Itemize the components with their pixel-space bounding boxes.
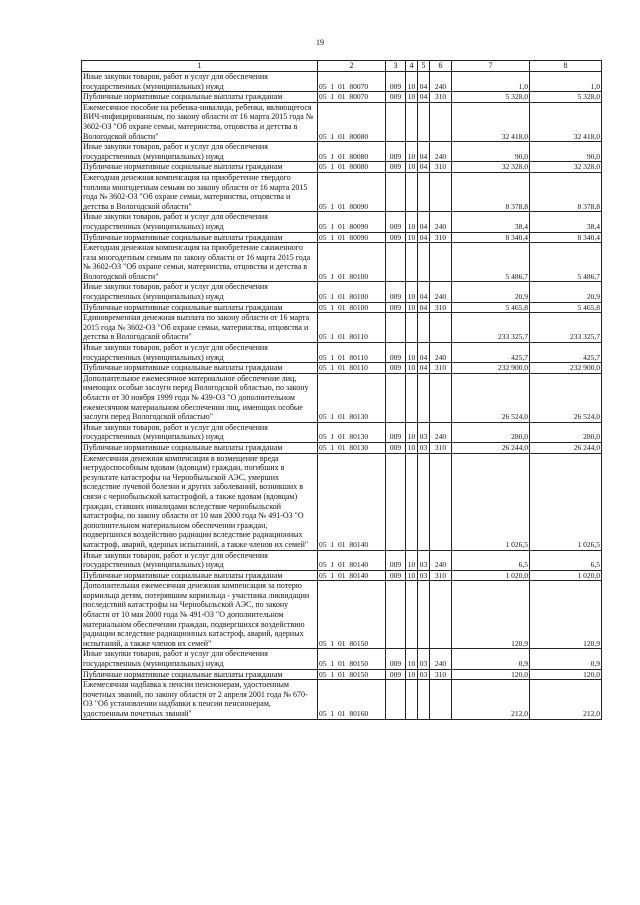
- expense-type-code: 240: [430, 550, 452, 570]
- subsection-code: 04: [418, 282, 430, 302]
- table-row: [82, 649, 602, 669]
- section-code: 10: [406, 282, 418, 302]
- expense-type-code: 240: [430, 343, 452, 363]
- subsection-code: 04: [418, 162, 430, 173]
- section-code: 10: [406, 162, 418, 173]
- section-code: 10: [406, 649, 418, 669]
- budget-line-name: Ежегодная денежная компенсация на приобретение твердого топлива многодетным семьям по закону области от 16 марта 2015 года № 3602-ОЗ "Об охране семьи, материнства, отцовства и детства в Вологодской области": [82, 172, 318, 211]
- column-header: 6: [430, 61, 452, 72]
- budget-line-name: Ежемесячная денежная компенсация в возмещение вреда нетрудоспособным вдовам (вдовцам) граждан, погибших в результате катастрофы на Чернобыльской АЭС, умерших вследствие лучевой болезни и других заболеваний, возникших в связи с чернобыльской катастрофой, а также вдовам (вдовцам) граждан, ставших инвалидами вследствие чернобыльской катастрофы, по закону области от 10 мая 2000 года № 491-ОЗ "О дополнительном материальном обеспечении граждан, подвергшихся воздействию радиации вследствие радиационных катастроф, аварий, ядерных испытаний, а также членов их семей": [82, 453, 318, 550]
- amount-approved: 38,4: [530, 212, 602, 232]
- amount-approved: 5 328,0: [530, 92, 602, 103]
- section-code: [406, 581, 418, 649]
- target-article-code: 05 1 01 80070: [318, 72, 386, 92]
- amount-approved: 5 486,7: [530, 243, 602, 282]
- budget-line-name: Публичные нормативные социальные выплаты гражданам: [82, 570, 318, 581]
- amount-approved: 280,0: [530, 422, 602, 442]
- ministry-code: [386, 581, 406, 649]
- expense-type-code: 240: [430, 212, 452, 232]
- section-code: [406, 172, 418, 211]
- budget-line-name: Иные закупки товаров, работ и услуг для обеспечения государственных (муниципальных) нужд: [82, 282, 318, 302]
- subsection-code: [418, 172, 430, 211]
- section-code: 10: [406, 72, 418, 92]
- table-row: [82, 172, 602, 211]
- target-article-code: 05 1 01 80080: [318, 102, 386, 141]
- budget-line-name: Публичные нормативные социальные выплаты гражданам: [82, 92, 318, 103]
- ministry-code: [386, 172, 406, 211]
- table-row: [82, 581, 602, 649]
- budget-line-name: Ежемесячное пособие на ребенка-инвалида, ребенка, являющегося ВИЧ-инфицированным, по закону области от 16 марта 2015 года № 3602-ОЗ "Об охране семьи, материнства, отцовства и детства в Вологодской области": [82, 102, 318, 141]
- expense-type-code: [430, 243, 452, 282]
- expense-type-code: 240: [430, 649, 452, 669]
- amount-plan: 233 325,7: [452, 313, 530, 343]
- ministry-code: 009: [386, 550, 406, 570]
- ministry-code: 009: [386, 669, 406, 680]
- target-article-code: 05 1 01 80080: [318, 162, 386, 173]
- amount-plan: 212,0: [452, 680, 530, 719]
- section-code: 10: [406, 442, 418, 453]
- target-article-code: 05 1 01 80150: [318, 649, 386, 669]
- ministry-code: 009: [386, 92, 406, 103]
- amount-approved: 425,7: [530, 343, 602, 363]
- column-number-row: [82, 61, 602, 72]
- target-article-code: 05 1 01 80130: [318, 442, 386, 453]
- expense-type-code: 310: [430, 162, 452, 173]
- target-article-code: 05 1 01 80140: [318, 453, 386, 550]
- section-code: 10: [406, 142, 418, 162]
- subsection-code: 04: [418, 72, 430, 92]
- expense-type-code: 310: [430, 92, 452, 103]
- target-article-code: 05 1 01 80140: [318, 570, 386, 581]
- column-header: 2: [318, 61, 386, 72]
- expense-type-code: 310: [430, 232, 452, 243]
- target-article-code: 05 1 01 80080: [318, 142, 386, 162]
- expense-type-code: [430, 373, 452, 422]
- amount-approved: 232 900,0: [530, 363, 602, 374]
- table-row: [82, 442, 602, 453]
- budget-table: [81, 60, 602, 720]
- ministry-code: 009: [386, 232, 406, 243]
- target-article-code: 05 1 01 80090: [318, 232, 386, 243]
- subsection-code: [418, 373, 430, 422]
- subsection-code: [418, 581, 430, 649]
- column-header: 7: [452, 61, 530, 72]
- subsection-code: 04: [418, 92, 430, 103]
- amount-plan: 20,9: [452, 282, 530, 302]
- table-row: [82, 72, 602, 92]
- ministry-code: [386, 313, 406, 343]
- amount-plan: 425,7: [452, 343, 530, 363]
- table-row: [82, 680, 602, 719]
- ministry-code: 009: [386, 162, 406, 173]
- subsection-code: [418, 680, 430, 719]
- amount-approved: 5 465,8: [530, 302, 602, 313]
- expense-type-code: 310: [430, 442, 452, 453]
- ministry-code: 009: [386, 142, 406, 162]
- amount-approved: 26 244,0: [530, 442, 602, 453]
- subsection-code: [418, 243, 430, 282]
- budget-line-name: Иные закупки товаров, работ и услуг для обеспечения государственных (муниципальных) нужд: [82, 142, 318, 162]
- subsection-code: 03: [418, 570, 430, 581]
- table-row: [82, 232, 602, 243]
- subsection-code: [418, 102, 430, 141]
- subsection-code: 04: [418, 302, 430, 313]
- target-article-code: 05 1 01 80100: [318, 282, 386, 302]
- table-row: [82, 302, 602, 313]
- amount-plan: 26 524,0: [452, 373, 530, 422]
- target-article-code: 05 1 01 80070: [318, 92, 386, 103]
- target-article-code: 05 1 01 80100: [318, 302, 386, 313]
- amount-plan: 120,0: [452, 669, 530, 680]
- budget-line-name: Публичные нормативные социальные выплаты гражданам: [82, 669, 318, 680]
- budget-line-name: Иные закупки товаров, работ и услуг для обеспечения государственных (муниципальных) нужд: [82, 550, 318, 570]
- expense-type-code: 240: [430, 422, 452, 442]
- table-row: [82, 142, 602, 162]
- amount-plan: 8 340,4: [452, 232, 530, 243]
- expense-type-code: 240: [430, 282, 452, 302]
- ministry-code: [386, 102, 406, 141]
- subsection-code: 03: [418, 550, 430, 570]
- amount-plan: 1 020,0: [452, 570, 530, 581]
- expense-type-code: 310: [430, 363, 452, 374]
- ministry-code: [386, 373, 406, 422]
- target-article-code: 05 1 01 80110: [318, 343, 386, 363]
- subsection-code: 04: [418, 212, 430, 232]
- subsection-code: 03: [418, 422, 430, 442]
- subsection-code: [418, 453, 430, 550]
- section-code: [406, 313, 418, 343]
- expense-type-code: [430, 102, 452, 141]
- subsection-code: [418, 313, 430, 343]
- target-article-code: 05 1 01 80160: [318, 680, 386, 719]
- table-body: [82, 72, 602, 720]
- expense-type-code: 310: [430, 669, 452, 680]
- amount-approved: 1 026,5: [530, 453, 602, 550]
- ministry-code: [386, 680, 406, 719]
- budget-line-name: Публичные нормативные социальные выплаты гражданам: [82, 162, 318, 173]
- ministry-code: 009: [386, 343, 406, 363]
- section-code: 10: [406, 363, 418, 374]
- amount-plan: 1,0: [452, 72, 530, 92]
- table-row: [82, 243, 602, 282]
- amount-approved: 32 418,0: [530, 102, 602, 141]
- amount-approved: 1 020,0: [530, 570, 602, 581]
- section-code: 10: [406, 92, 418, 103]
- budget-line-name: Ежемесячная надбавка к пенсии пенсионерам, удостоенным почетных званий, по закону области от 2 апреля 2001 года № 670-ОЗ "Об установлении надбавки к пенсии пенсионерам, удостоенным почетных званий": [82, 680, 318, 719]
- expense-type-code: [430, 680, 452, 719]
- table-row: [82, 373, 602, 422]
- target-article-code: 05 1 01 80090: [318, 212, 386, 232]
- ministry-code: [386, 453, 406, 550]
- table-row: [82, 343, 602, 363]
- table-row: [82, 363, 602, 374]
- amount-approved: 32 328,0: [530, 162, 602, 173]
- subsection-code: 03: [418, 649, 430, 669]
- section-code: 10: [406, 570, 418, 581]
- amount-approved: 233 325,7: [530, 313, 602, 343]
- table-row: [82, 669, 602, 680]
- section-code: [406, 102, 418, 141]
- section-code: [406, 453, 418, 550]
- expense-type-code: [430, 313, 452, 343]
- budget-line-name: Публичные нормативные социальные выплаты гражданам: [82, 302, 318, 313]
- amount-plan: 280,0: [452, 422, 530, 442]
- expense-type-code: [430, 172, 452, 211]
- table-row: [82, 453, 602, 550]
- amount-plan: 0,9: [452, 649, 530, 669]
- subsection-code: 03: [418, 442, 430, 453]
- section-code: [406, 680, 418, 719]
- section-code: 10: [406, 302, 418, 313]
- column-header: 1: [82, 61, 318, 72]
- ministry-code: 009: [386, 442, 406, 453]
- amount-plan: 8 378,8: [452, 172, 530, 211]
- column-header: 3: [386, 61, 406, 72]
- target-article-code: 05 1 01 80130: [318, 422, 386, 442]
- target-article-code: 05 1 01 80140: [318, 550, 386, 570]
- section-code: [406, 243, 418, 282]
- section-code: 10: [406, 232, 418, 243]
- amount-approved: 0,9: [530, 649, 602, 669]
- target-article-code: 05 1 01 80130: [318, 373, 386, 422]
- amount-plan: 5 328,0: [452, 92, 530, 103]
- budget-line-name: Публичные нормативные социальные выплаты гражданам: [82, 363, 318, 374]
- expense-type-code: 240: [430, 72, 452, 92]
- expense-type-code: 310: [430, 570, 452, 581]
- expense-type-code: 310: [430, 302, 452, 313]
- expense-type-code: [430, 453, 452, 550]
- section-code: 10: [406, 212, 418, 232]
- target-article-code: 05 1 01 80090: [318, 172, 386, 211]
- section-code: 10: [406, 669, 418, 680]
- table-row: [82, 422, 602, 442]
- table-row: [82, 313, 602, 343]
- target-article-code: 05 1 01 80110: [318, 363, 386, 374]
- section-code: 10: [406, 343, 418, 363]
- budget-line-name: Публичные нормативные социальные выплаты гражданам: [82, 442, 318, 453]
- amount-approved: 1,0: [530, 72, 602, 92]
- subsection-code: 04: [418, 363, 430, 374]
- column-header: 4: [406, 61, 418, 72]
- ministry-code: 009: [386, 302, 406, 313]
- page-number: 19: [316, 38, 324, 47]
- ministry-code: 009: [386, 363, 406, 374]
- ministry-code: 009: [386, 570, 406, 581]
- amount-plan: 5 465,8: [452, 302, 530, 313]
- column-header: 5: [418, 61, 430, 72]
- section-code: 10: [406, 422, 418, 442]
- subsection-code: 04: [418, 232, 430, 243]
- amount-plan: 32 328,0: [452, 162, 530, 173]
- section-code: 10: [406, 550, 418, 570]
- ministry-code: 009: [386, 282, 406, 302]
- expense-type-code: [430, 581, 452, 649]
- ministry-code: 009: [386, 422, 406, 442]
- amount-approved: 212,0: [530, 680, 602, 719]
- amount-plan: 38,4: [452, 212, 530, 232]
- budget-line-name: Иные закупки товаров, работ и услуг для обеспечения государственных (муниципальных) нужд: [82, 422, 318, 442]
- amount-plan: 1 026,5: [452, 453, 530, 550]
- amount-approved: 8 340,4: [530, 232, 602, 243]
- amount-approved: 20,9: [530, 282, 602, 302]
- budget-line-name: Ежегодная денежная компенсация на приобретение сжиженного газа многодетным семьям по закону области от 16 марта 2015 года № 3602-ОЗ "Об охране семьи, материнства, отцовства и детства в Вологодской области": [82, 243, 318, 282]
- target-article-code: 05 1 01 80150: [318, 581, 386, 649]
- column-header: 8: [530, 61, 602, 72]
- budget-line-name: Иные закупки товаров, работ и услуг для обеспечения государственных (муниципальных) нужд: [82, 343, 318, 363]
- amount-plan: 6,5: [452, 550, 530, 570]
- amount-approved: 120,0: [530, 669, 602, 680]
- target-article-code: 05 1 01 80100: [318, 243, 386, 282]
- budget-line-name: Дополнительная ежемесячная денежная компенсация за потерю кормильца детям, потерявшим кормильца - участника ликвидации последствий катастрофы на Чернобыльской АЭС, по закону области от 10 мая 2000 года № 491-ОЗ "О дополнительном материальном обеспечении граждан, подвергшихся воздействию радиации вследствие радиационных катастроф, аварий, ядерных испытаний, а также членов их семей": [82, 581, 318, 649]
- amount-approved: 90,0: [530, 142, 602, 162]
- subsection-code: 03: [418, 669, 430, 680]
- ministry-code: 009: [386, 72, 406, 92]
- amount-plan: 90,0: [452, 142, 530, 162]
- target-article-code: 05 1 01 80150: [318, 669, 386, 680]
- amount-plan: 232 900,0: [452, 363, 530, 374]
- subsection-code: 04: [418, 142, 430, 162]
- amount-approved: 6,5: [530, 550, 602, 570]
- section-code: [406, 373, 418, 422]
- table-row: [82, 162, 602, 173]
- budget-line-name: Иные закупки товаров, работ и услуг для обеспечения государственных (муниципальных) нужд: [82, 72, 318, 92]
- amount-plan: 26 244,0: [452, 442, 530, 453]
- expense-type-code: 240: [430, 142, 452, 162]
- table-row: [82, 212, 602, 232]
- budget-line-name: Единовременная денежная выплата по закону области от 16 марта 2015 года № 3602-ОЗ "Об охране семьи, материнства, отцовства и детства в Вологодской области": [82, 313, 318, 343]
- subsection-code: 04: [418, 343, 430, 363]
- amount-plan: 120,9: [452, 581, 530, 649]
- ministry-code: [386, 243, 406, 282]
- amount-plan: 32 418,0: [452, 102, 530, 141]
- amount-plan: 5 486,7: [452, 243, 530, 282]
- table-row: [82, 282, 602, 302]
- amount-approved: 26 524,0: [530, 373, 602, 422]
- table-row: [82, 102, 602, 141]
- ministry-code: 009: [386, 649, 406, 669]
- budget-line-name: Дополнительное ежемесячное материальное обеспечение лиц, имеющих особые заслуги перед Вологодской областью, по закону области от 30 ноября 1999 года № 439-ОЗ "О дополнительном ежемесячном материальном обеспечении лиц, имеющих особые заслуги перед Вологодской областью": [82, 373, 318, 422]
- amount-approved: 120,9: [530, 581, 602, 649]
- ministry-code: 009: [386, 212, 406, 232]
- table-row: [82, 550, 602, 570]
- table-row: [82, 570, 602, 581]
- budget-line-name: Иные закупки товаров, работ и услуг для обеспечения государственных (муниципальных) нужд: [82, 212, 318, 232]
- target-article-code: 05 1 01 80110: [318, 313, 386, 343]
- budget-line-name: Публичные нормативные социальные выплаты гражданам: [82, 232, 318, 243]
- table-row: [82, 92, 602, 103]
- amount-approved: 8 378,8: [530, 172, 602, 211]
- budget-line-name: Иные закупки товаров, работ и услуг для обеспечения государственных (муниципальных) нужд: [82, 649, 318, 669]
